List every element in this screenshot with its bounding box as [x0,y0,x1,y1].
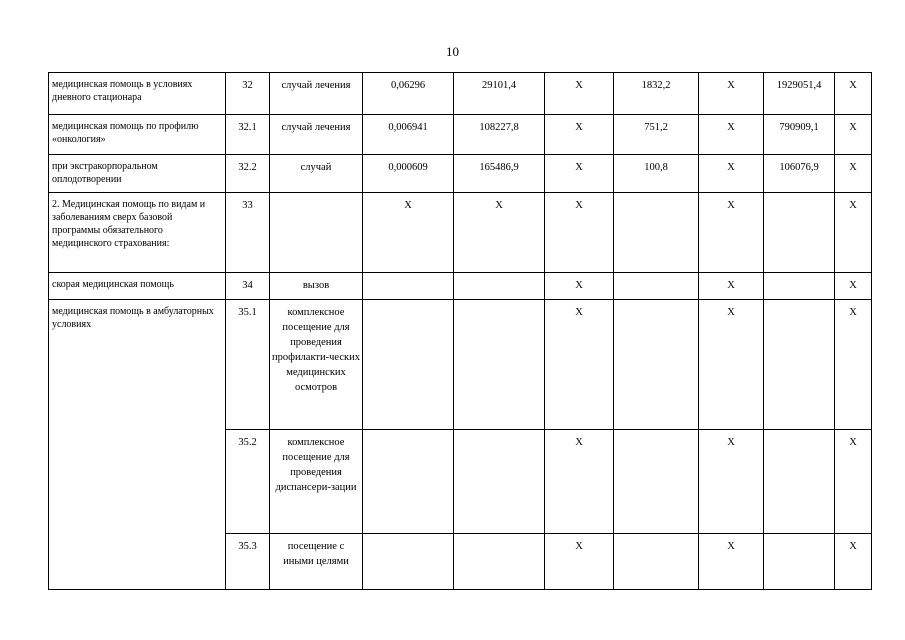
row-number-cell: 32.2 [226,155,270,193]
value-cell-c6: 106076,9 [764,155,835,193]
value-cell-c3: Х [545,115,614,155]
table-row [49,300,872,430]
value-cell-c7: Х [835,300,872,430]
value-cell-c6: 1929051,4 [764,73,835,115]
row-unit-cell [270,193,363,273]
value-cell-c2 [454,300,545,430]
value-cell-c7: Х [835,155,872,193]
value-cell-c7: Х [835,430,872,534]
value-cell-c2 [454,273,545,300]
value-cell-c5: Х [699,430,764,534]
value-cell-c1: 0,000609 [363,155,454,193]
value-cell-c6 [764,430,835,534]
row-unit-cell: вызов [270,273,363,300]
row-unit-cell: комплексное посещение для проведения профилакти-ческих медицинских осмотров [270,300,363,430]
value-cell-c2 [454,534,545,590]
value-cell-c5: Х [699,300,764,430]
row-number-cell: 35.3 [226,534,270,590]
table-row [49,73,872,115]
value-cell-c3: Х [545,534,614,590]
value-cell-c6 [764,193,835,273]
value-cell-c5: Х [699,115,764,155]
page-number: 10 [446,44,459,59]
value-cell-c4 [614,300,699,430]
value-cell-c1: 0,06296 [363,73,454,115]
value-cell-c7: Х [835,193,872,273]
value-cell-c5: Х [699,534,764,590]
row-unit-cell: случай лечения [270,73,363,115]
value-cell-c5: Х [699,73,764,115]
value-cell-c1 [363,273,454,300]
row-name-cell: медицинская помощь по профилю «онкология» [49,115,226,155]
value-cell-c4 [614,193,699,273]
value-cell-c1 [363,300,454,430]
value-cell-c1: 0,006941 [363,115,454,155]
value-cell-c1 [363,430,454,534]
value-cell-c6: 790909,1 [764,115,835,155]
table-row [49,155,872,193]
row-name-cell: медицинская помощь в условиях дневного стационара [49,73,226,115]
value-cell-c1: Х [363,193,454,273]
value-cell-c5: Х [699,155,764,193]
row-number-cell: 35.2 [226,430,270,534]
table-row [49,193,872,273]
row-unit-cell: посещение с иными целями [270,534,363,590]
value-cell-c3: Х [545,193,614,273]
row-unit-cell: случай [270,155,363,193]
row-name-cell: при экстракорпоральном оплодотворении [49,155,226,193]
value-cell-c4 [614,430,699,534]
value-cell-c2: 165486,9 [454,155,545,193]
value-cell-c3: Х [545,155,614,193]
value-cell-c3: Х [545,430,614,534]
value-cell-c6 [764,534,835,590]
row-number-cell: 32.1 [226,115,270,155]
value-cell-c4: 751,2 [614,115,699,155]
value-cell-c7: Х [835,273,872,300]
row-unit-cell: комплексное посещение для проведения диспансери-зации [270,430,363,534]
value-cell-c2: Х [454,193,545,273]
value-cell-c2 [454,430,545,534]
row-number-cell: 33 [226,193,270,273]
value-cell-c2: 108227,8 [454,115,545,155]
value-cell-c6 [764,273,835,300]
value-cell-c5: Х [699,273,764,300]
table-row [49,115,872,155]
value-cell-c4 [614,273,699,300]
value-cell-c4 [614,534,699,590]
row-name-cell: медицинская помощь в амбулаторных условиях [49,300,226,590]
value-cell-c3: Х [545,300,614,430]
row-number-cell: 32 [226,73,270,115]
row-number-cell: 34 [226,273,270,300]
value-cell-c2: 29101,4 [454,73,545,115]
value-cell-c4: 1832,2 [614,73,699,115]
row-name-cell: скорая медицинская помощь [49,273,226,300]
document-table [48,72,872,590]
value-cell-c3: Х [545,73,614,115]
row-unit-cell: случай лечения [270,115,363,155]
value-cell-c3: Х [545,273,614,300]
table-row [49,273,872,300]
value-cell-c7: Х [835,534,872,590]
row-number-cell: 35.1 [226,300,270,430]
value-cell-c1 [363,534,454,590]
row-name-cell: 2. Медицинская помощь по видам и заболеваниям сверх базовой программы обязательного медицинского страхования: [49,193,226,273]
value-cell-c5: Х [699,193,764,273]
value-cell-c7: Х [835,73,872,115]
value-cell-c7: Х [835,115,872,155]
value-cell-c6 [764,300,835,430]
value-cell-c4: 100,8 [614,155,699,193]
